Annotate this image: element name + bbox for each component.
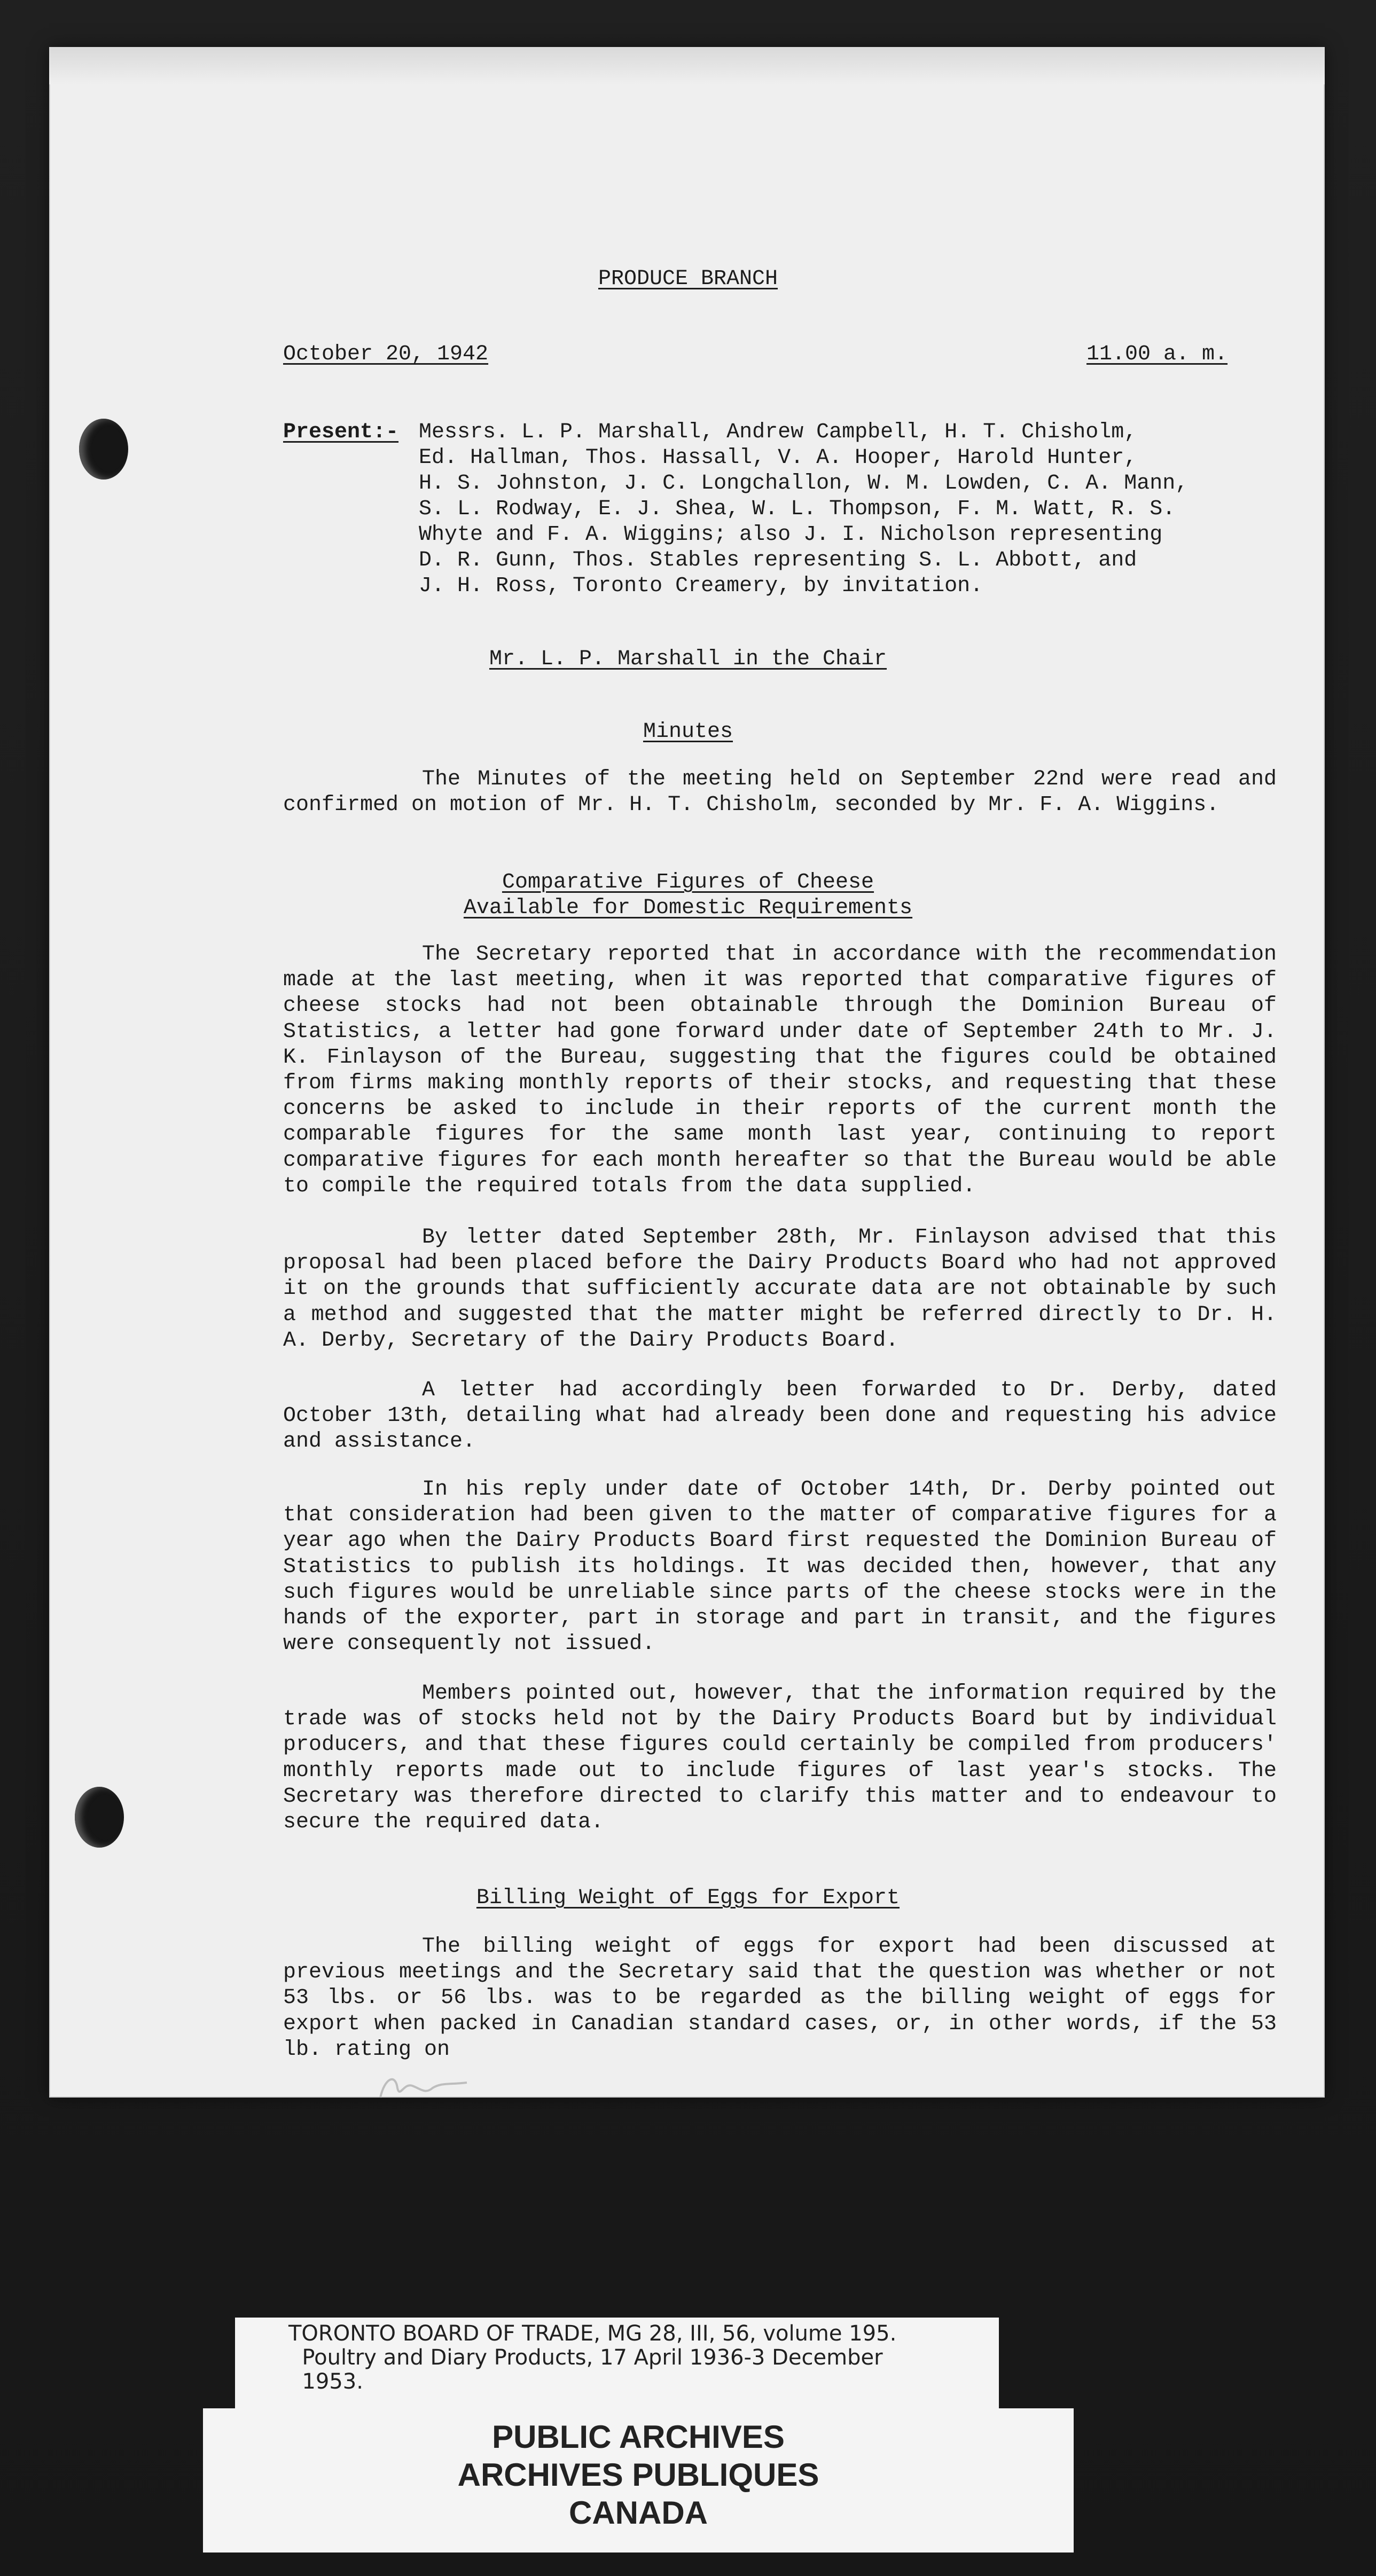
archive-reference-text <box>288 2322 994 2394</box>
meeting-time: 11.00 a. m. <box>1086 342 1228 366</box>
minutes-paragraph: The Minutes of the meeting held on September 22nd were read and confirmed on motion of Mr. H. T. Chisholm, seconded by Mr. F. A. Wiggins. <box>283 767 1277 818</box>
stamp-line: CANADA <box>569 2495 708 2531</box>
cheese-paragraph-1: The Secretary reported that in accordance with the recommendation made at the last meeting, when it was reported that comparative figures of cheese stocks had not been obtainable through the Dominion Bureau of Statistics, a letter had gone forward under date of September 24th to Mr. J. K. Finlayson of the Bureau, suggesting that the figures could be obtained from firms making monthly reports of their stocks, and requesting that these concerns be asked to include in their reports of the current month the comparable figures for the same month last year, continuing to report comparative figures for each month hereafter so that the Bureau would be able to compile the required totals from the data supplied. <box>283 943 1277 1198</box>
attendees-line: Messrs. L. P. Marshall, Andrew Campbell, H. T. Chisholm, <box>419 420 1137 444</box>
attendees-line: J. H. Ross, Toronto Creamery, by invitation. <box>419 574 983 598</box>
attendees-line: D. R. Gunn, Thos. Stables representing S. L. Abbott, and <box>419 548 1137 572</box>
section-heading-minutes: Minutes <box>643 720 733 744</box>
cheese-paragraph-5: Members pointed out, however, that the information required by the trade was of stocks held not by the Dairy Products Board but by individual producers, and that these figures could certainly be compiled from producers' monthly reports made out to include figures of last year's stocks. The Secretary was therefore directed to clarify this matter and to endeavour to secure the required data. <box>283 1682 1277 1835</box>
attendees-line: Ed. Hallman, Thos. Hassall, V. A. Hooper, Harold Hunter, <box>419 446 1137 470</box>
attendees-line: S. L. Rodway, E. J. Shea, W. L. Thompson, F. M. Watt, R. S. <box>419 497 1176 521</box>
public-archives-stamp-text <box>203 2418 1074 2532</box>
cheese-paragraph-2: By letter dated September 28th, Mr. Finlayson advised that this proposal had been placed before the Dairy Products Board who had not approved it on the grounds that sufficiently accurate data are not obtainable by such a method and suggested that the matter might be referred directly to Dr. H. A. Derby, Secretary of the Dairy Products Board. <box>283 1226 1277 1353</box>
archive-reference-line: TORONTO BOARD OF TRADE, MG 28, III, 56, volume 195. <box>288 2321 897 2346</box>
attendees-line: Whyte and F. A. Wiggins; also J. I. Nicholson representing <box>419 523 1163 547</box>
archive-reference-line: Poultry and Diary Products, 17 April 1936-3 December <box>288 2345 883 2370</box>
eggs-paragraph: The billing weight of eggs for export had been discussed at previous meetings and the Secretary said that the question was whether or not 53 lbs. or 56 lbs. was to be regarded as the billing weight of eggs for export when packed in Canadian standard cases, or, in other words, if the 53 lb. rating on <box>283 1935 1277 2062</box>
stamp-line: PUBLIC ARCHIVES <box>492 2419 785 2455</box>
stamp-line: ARCHIVES PUBLIQUES <box>457 2457 819 2493</box>
section-heading-cheese-1: Comparative Figures of Cheese <box>502 870 874 894</box>
section-heading-eggs: Billing Weight of Eggs for Export <box>476 1886 900 1910</box>
attendees-line: H. S. Johnston, J. C. Longchallon, W. M. Lowden, C. A. Mann, <box>419 472 1189 496</box>
present-label: Present:- <box>283 420 399 444</box>
handwritten-initials <box>374 2067 475 2109</box>
attendees-list <box>419 420 1188 599</box>
meeting-date: October 20, 1942 <box>283 342 489 366</box>
chair-heading: Mr. L. P. Marshall in the Chair <box>489 647 887 671</box>
archive-reference-line: 1953. <box>288 2369 363 2394</box>
cheese-paragraph-3: A letter had accordingly been forwarded to Dr. Derby, dated October 13th, detailing what had already been done and requesting his advice and assistance. <box>283 1378 1277 1454</box>
section-heading-cheese-2: Available for Domestic Requirements <box>463 896 913 920</box>
branch-heading: PRODUCE BRANCH <box>598 267 778 291</box>
cheese-paragraph-4: In his reply under date of October 14th, Dr. Derby pointed out that consideration had been given to the matter of comparative figures for a year ago when the Dairy Products Board first requested the Dominion Bureau of Statistics to publish its holdings. It was decided then, however, that any such figures would be unreliable since parts of the cheese stocks were in the hands of the exporter, part in storage and part in transit, and the figures were consequently not issued. <box>283 1478 1277 1656</box>
